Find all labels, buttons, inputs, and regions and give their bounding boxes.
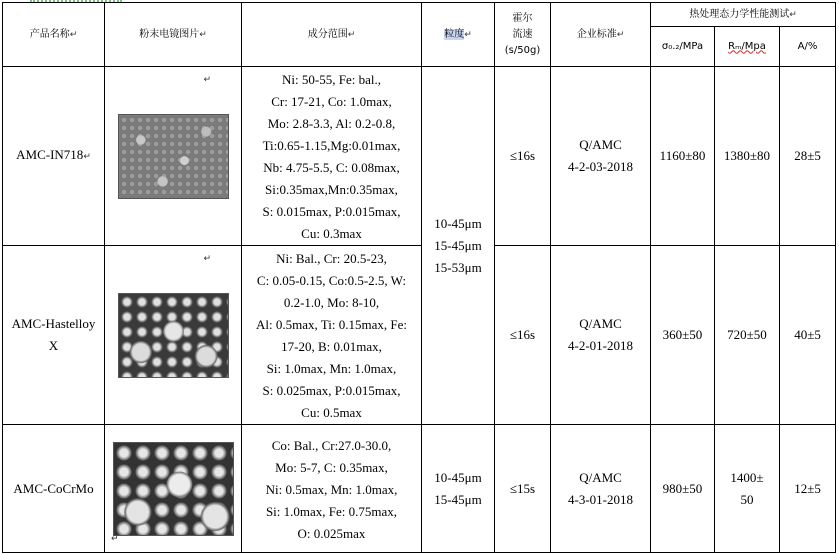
header-tensile: Rₘ/Mpa [715,27,780,67]
row1-flow: ≤16s [495,67,551,246]
header-sem-image: 粉末电镜图片↵ [105,3,242,67]
row1-yield: 1160±80 [651,67,715,246]
row1-standard: Q/AMC 4-2-03-2018 [551,67,651,246]
sem-image-hastelloy [118,293,229,378]
row2-tensile: 720±50 [715,246,780,425]
row3-flow: ≤15s [495,425,551,553]
row2-sem-image-cell: ↵ [105,246,242,425]
sem-image-in718 [118,114,229,199]
row1-tensile: 1380±80 [715,67,780,246]
row3-composition: Co: Bal., Cr:27.0-30.0, Mo: 5-7, C: 0.35max, Ni: 0.5max, Mn: 1.0max, Si: 1.0max, Fe: 0.75max, O: 0.025max [242,425,422,553]
header-composition: 成分范围↵ [242,3,422,67]
alloy-spec-table [2,2,836,553]
row1-composition: Ni: 50-55, Fe: bal., Cr: 17-21, Co: 1.0max, Mo: 2.8-3.3, Al: 0.2-0.8, Ti:0.65-1.15,Mg:0.01max, Nb: 4.75-5.5, C: 0.08max, Si:0.35max,Mn:0.35max, S: 0.015max, P:0.015max, Cu: 0.3max [242,67,422,246]
row3-elongation: 12±5 [780,425,836,553]
header-particle-size: 粒度↵ [422,3,495,67]
row3-particle-size: 10-45μm 15-45μm [422,425,495,553]
row2-name: AMC-Hastelloy X [3,246,105,425]
header-heat-treatment: 热处理态力学性能测试↵ [651,3,836,27]
row3-yield: 980±50 [651,425,715,553]
row1-sem-image-cell: ↵ [105,67,242,246]
header-yield: σ₀.₂/MPa [651,27,715,67]
row2-composition: Ni: Bal., Cr: 20.5-23, C: 0.05-0.15, Co:0.5-2.5, W: 0.2-1.0, Mo: 8-10, Al: 0.5max, Ti: 0.15max, Fe: 17-20, B: 0.01max, Si: 1.0max, Mn: 1.0max, S: 0.025max, P:0.015max, Cu: 0.5max [242,246,422,425]
row3-tensile: 1400± 50 [715,425,780,553]
sem-image-cocrmo [113,442,234,536]
header-elongation: A/% [780,27,836,67]
header-hall-flow: 霍尔 流速 (s/50g) [495,3,551,67]
row3-sem-image-cell: ↵ [105,425,242,553]
row1-elongation: 28±5 [780,67,836,246]
row3-name: AMC-CoCrMo [3,425,105,553]
row2-yield: 360±50 [651,246,715,425]
row3-standard: Q/AMC 4-3-01-2018 [551,425,651,553]
row1-name: AMC-IN718↵ [3,67,105,246]
header-product-name: 产品名称↵ [3,3,105,67]
row2-standard: Q/AMC 4-2-01-2018 [551,246,651,425]
row2-flow: ≤16s [495,246,551,425]
row2-elongation: 40±5 [780,246,836,425]
header-enterprise-standard: 企业标准↵ [551,3,651,67]
shared-particle-size: 10-45μm 15-45μm 15-53μm [422,67,495,425]
